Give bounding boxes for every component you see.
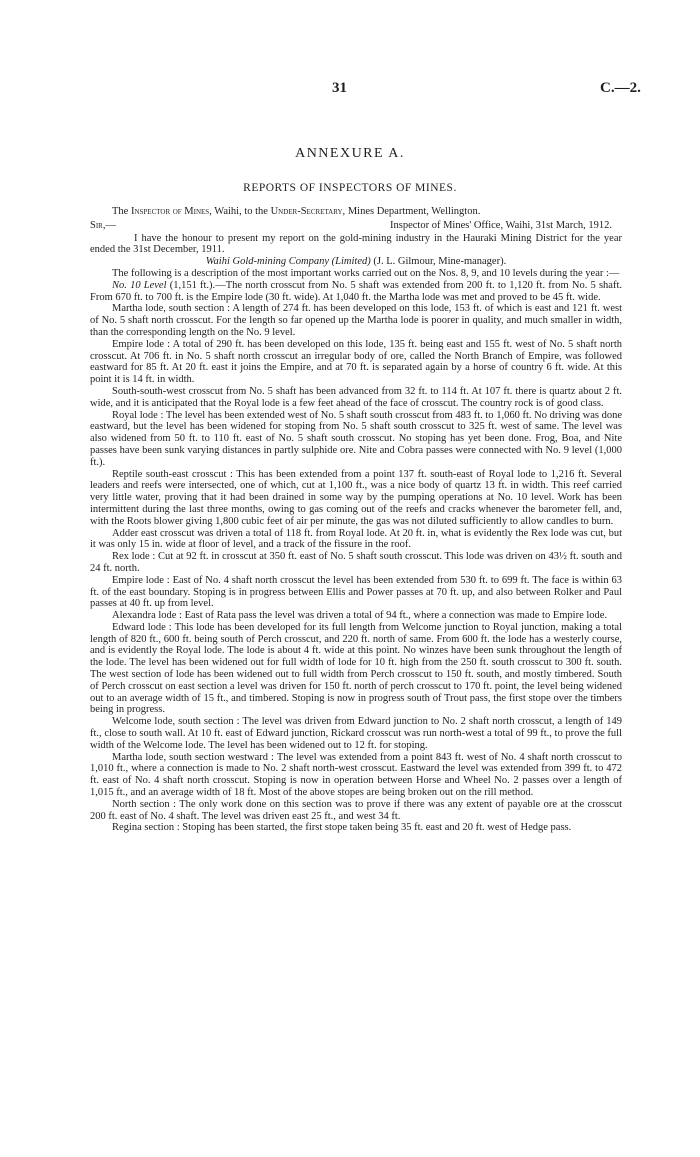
- paragraph-no10-level: [90, 280, 622, 304]
- paragraph-levels: The following is a description of the most important works carried out on the Nos. 8, 9, and 10 levels during the year :—: [112, 267, 620, 279]
- paragraph-empire: Empire lode : A total of 290 ft. has been developed on this lode, 135 ft. being east and 155 ft. west of No. 5 shaft north crosscut. At 706 ft. in No. 5 shaft north crosscut an irregular body of ore, called the North Branch of Empire, was followed eastward for 85 ft. At 20 ft. east it joins the Empire, and at 70 ft. is separated again by a horse of country 6 ft. wide. At this point it is 14 ft. in width.: [90, 338, 622, 386]
- address-the: The: [112, 206, 129, 217]
- annexure-title: ANNEXURE A.: [295, 146, 405, 161]
- paragraph-martha-south: Martha lode, south section : A length of 274 ft. has been developed on this lode, 153 ft. of which is east and 121 ft. west of No. 5 shaft north crosscut. For the length so far opened up the Martha lode is poorer in quality, and much smaller in width, than the corresponding length on the No. 9 level.: [90, 303, 622, 338]
- company-heading: [90, 256, 622, 268]
- reports-subtitle: REPORTS OF INSPECTORS OF MINES.: [243, 182, 457, 194]
- company-manager: (J. L. Gilmour, Mine-manager).: [370, 256, 507, 268]
- no10-depth: (1,151 ft.).: [166, 279, 216, 291]
- paragraph-adder: Adder east crosscut was driven a total of 118 ft. from Royal lode. At 20 ft. in, what is evidently the Rex lode was cut, but it was only 15 in. wide at floor of level, and a track of the fissure in the roof.: [90, 527, 622, 551]
- address-from: Inspector of Mines,: [130, 206, 212, 217]
- address-mid: Waihi, to the: [211, 206, 271, 217]
- address-rest: Mines Department, Wellington.: [345, 206, 481, 217]
- paragraph-edward: Edward lode : This lode has been developed for its full length from Welcome junction to Royal junction, making a total length of 820 ft., 600 ft. being south of Perch crosscut, and 220 ft. north of same. From 600 ft. the lode has a westerly course, and is evidently the Royal lode. The lode is about 4 ft. wide at this point. No winzes have been sunk throughout the length of the lode. The level has been widened out for full width of lode for 10 ft. high from the 250 ft. south crosscut to 300 ft. south. The west section of lode has been widened out to full width from Perch crosscut to 150 ft. south, and mostly timbered. South of Perch crosscut on east section a level was driven for 150 ft. north of perch crosscut to 170 ft. point, the level being widened out to an average width of 15 ft., and timbered. Stoping is now in progress south of Trout pass, the first stope over the timbers being in progress.: [90, 621, 622, 716]
- paragraph-welcome: Welcome lode, south section : The level was driven from Edward junction to No. 2 shaft north crosscut, a length of 149 ft., close to south wall. At 10 ft. east of Edward junction, Rickard crosscut was run north-west a total of 99 ft., to prove the full width of the Welcome lode. The level has been widened out to 12 ft. for stoping.: [90, 716, 622, 751]
- page-number: 31: [332, 80, 347, 96]
- salutation: Sir,—: [90, 219, 116, 231]
- intro-paragraph: I have the honour to present my report on the gold-mining industry in the Hauraki Mining District for the year ended the 31st December, 1911.: [90, 232, 622, 256]
- report-body: [90, 206, 622, 834]
- address-to: Under-Secretary,: [270, 206, 346, 217]
- office-date: Inspector of Mines' Office, Waihi, 31st March, 1912.: [390, 219, 612, 231]
- paragraph-rex: Rex lode : Cut at 92 ft. in crosscut at 350 ft. east of No. 5 shaft south crosscut. This lode was driven on 43½ ft. south and 24 ft. north.: [90, 551, 622, 574]
- paragraph-ssw-crosscut: South-south-west crosscut from No. 5 shaft has been advanced from 32 ft. to 114 ft. At 107 ft. there is quartz about 2 ft. wide, and it is anticipated that the Royal lode is a few feet ahead of the face of crosscut. The country rock is of good class.: [90, 385, 622, 409]
- no10-label: No. 10 Level: [112, 279, 167, 291]
- company-name: Waihi Gold-mining Company (Limited): [205, 256, 371, 268]
- paragraph-regina: Regina section : Stoping has been started, the first stope taken being 35 ft. east and 20 ft. west of Hedge pass.: [112, 822, 572, 834]
- salutation-line: [90, 220, 622, 232]
- document-reference: C.—2.: [600, 80, 641, 96]
- no10-text: —The north crosscut from No. 5 shaft was extended from 200 ft. to 1,120 ft. from No. 5 shaft. From 670 ft. to 700 ft. is the Empire lode (30 ft. wide). At 1,040 ft. the Martha lode was met and proved to be 45 ft. wide.: [90, 279, 622, 303]
- paragraph-empire-east: Empire lode : East of No. 4 shaft north crosscut the level has been extended from 530 ft. to 699 ft. The face is within 63 ft. of the east boundary. Stoping is in progress between Ellis and Power passes at 70 ft. up, and also between Rolker and Paul passes at 40 ft. up from level.: [90, 574, 622, 610]
- paragraph-north-section: North section : The only work done on this section was to prove if there was any extent of payable ore at the crosscut 200 ft. east of No. 4 shaft. The level was driven east 25 ft., and west 34 ft.: [90, 798, 622, 822]
- paragraph-royal: Royal lode : The level has been extended west of No. 5 shaft south crosscut from 483 ft. to 1,060 ft. No driving was done eastward, but the level has been widened for stoping from No. 5 shaft south crosscut to 325 ft. west of same. The level was also widened from 50 ft. to 110 ft. east of No. 5 shaft south crosscut. No stoping has yet been done. Frog, Boa, and Nite passes have been sunk varying distances in partly sulphide ore. Nite and Cobra passes were connected with No. 9 level (1,000 ft.).: [90, 409, 622, 468]
- address-line: [90, 206, 622, 218]
- paragraph-reptile: Reptile south-east crosscut : This has been extended from a point 137 ft. south-east of Royal lode to 1,216 ft. Several leaders and reefs were intersected, one of which, cut at 1,100 ft., was a nice body of quartz 13 ft. in width. This reef carried very little water, proving that it had been drained in some way by the pumping operations at No. 10 level. Work has been intermittent during the last three months, owing to gas coming out of the reefs and cracks whenever the barometer fell, and, with the Roots blower giving 1,800 cubic feet of air per minute, the gas was not diluted sufficiently to allow candles to burn.: [90, 468, 622, 527]
- paragraph-alexandra: Alexandra lode : East of Rata pass the level was driven a total of 94 ft., where a connection was made to Empire lode.: [112, 610, 608, 622]
- paragraph-martha-westward: Martha lode, south section westward : The level was extended from a point 843 ft. west of No. 4 shaft north crosscut to 1,010 ft., where a connection is made to No. 2 shaft north-west crosscut. Eastward the level was extended from 399 ft. to 472 ft. east of No. 4 shaft north crosscut. Stoping is now in operation between Horse and Wheel No. 2 passes over a length of 1,015 ft., and an average width of 18 ft. Most of the above stopes are being broken out on the rill method.: [90, 751, 622, 799]
